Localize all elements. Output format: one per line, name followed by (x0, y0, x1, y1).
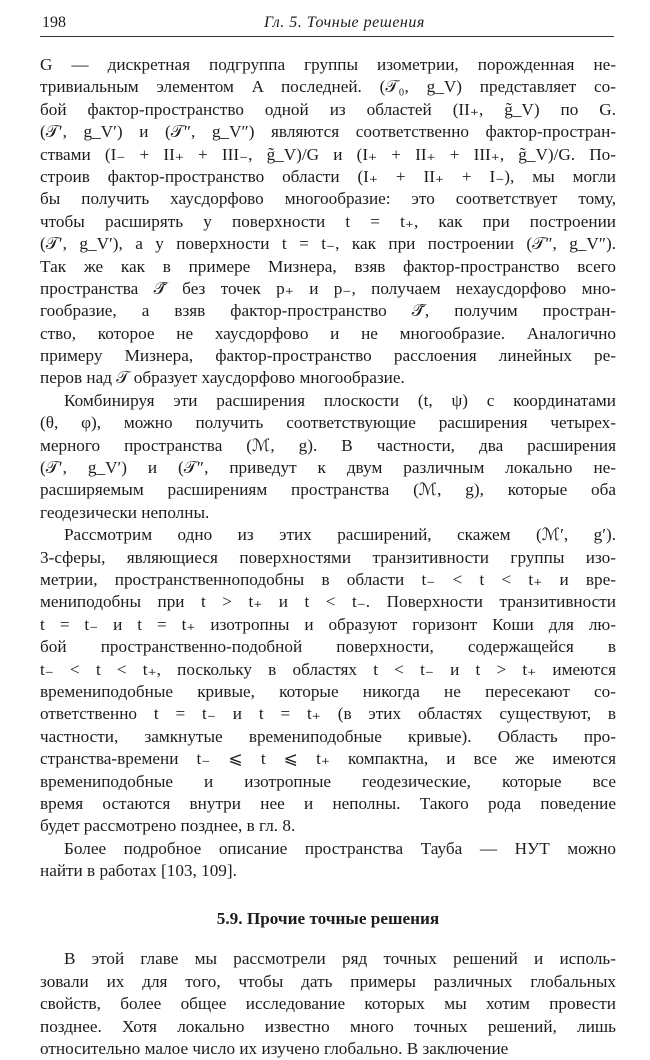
text-line: позднее. Хотя локально известно много точных решений, лишь (40, 1016, 616, 1036)
text-line: частности, замкнутые времениподобные кривые). Область про- (40, 726, 616, 746)
text-line: Рассмотрим одно из этих расширений, скажем (ℳ′, g′). (64, 525, 616, 545)
running-title: Гл. 5. Точные решения (264, 14, 425, 31)
page-number: 198 (42, 14, 66, 31)
text-line: метрии, пространственноподобны в области t₋ < t < t₊ и вре- (40, 569, 616, 589)
text-line: найти в работах [103, 109]. (40, 861, 237, 881)
paragraph (40, 524, 616, 837)
text-line: зовали их для того, чтобы дать примеры различных глобальных (40, 971, 616, 991)
section-heading: 5.9. Прочие точные решения (216, 909, 440, 929)
text-line: мениподобны при t > t₊ и t < t₋. Поверхности транзитивности (40, 592, 616, 612)
text-line: t₋ < t < t₊, поскольку в областях t < t₋ и t > t₊ имеются (40, 659, 616, 679)
text-line: (𝒯′, g_V′) и (𝒯″, g_V″) являются соответственно фактор-простран- (40, 122, 616, 142)
text-line: строив фактор-пространство области (I₊ + II₊ + I₋), мы могли (40, 166, 616, 186)
paragraph (40, 54, 616, 390)
text-line: относительно малое число их изучено глобально. В заключение (40, 1039, 509, 1059)
text-line: ствами (I₋ + II₊ + III₋, g̃_V)/G и (I₊ + II₊ + III₊, g̃_V)/G. По- (40, 144, 616, 164)
paragraph (40, 948, 616, 1060)
text-line: Комбинируя эти расширения плоскости (t, ψ) с координатами (64, 390, 616, 410)
paragraph (40, 838, 616, 883)
page-header (40, 8, 614, 37)
text-line: гообразие, а взяв фактор-пространство 𝒯̃, получим простран- (40, 301, 616, 321)
text-line: тривиальным элементом A последней. (𝒯₀, g_V) представляет со- (40, 77, 616, 97)
text-line: геодезически неполны. (40, 502, 210, 522)
paragraphs-before-section (40, 54, 616, 882)
text-line: G — дискретная подгруппа группы изометрии, порожденная не- (40, 55, 616, 74)
text-line: время остаются внутри нее и неполны. Такого рода поведение (40, 793, 616, 813)
text-line: чтобы расширять у поверхности t = t₊, как при построении (40, 211, 616, 231)
text-line: будет рассмотрено позднее, в гл. 8. (40, 816, 296, 836)
text-line: примеру Мизнера, фактор-пространство расслоения линейных ре- (40, 346, 616, 366)
text-line: бой фактор-пространство одной из областей (II₊, g̃_V) по G. (40, 99, 616, 119)
text-line: свойств, более общее исследование которых мы хотим провести (40, 994, 616, 1014)
text-line: (θ, φ), можно получить соответствующие расширения четырех- (40, 413, 616, 433)
text-line: Так же как в примере Мизнера, взяв фактор-пространство всего (40, 256, 616, 276)
text-line: ство, которое не хаусдорфово и не многообразие. Аналогично (40, 323, 616, 343)
paragraph (40, 390, 616, 524)
text-line: расширяемым расширениям пространства (ℳ, g), которые оба (40, 480, 616, 500)
text-line: ответственно t = t₋ и t = t₊ (в этих областях существуют, в (40, 704, 616, 724)
text-line: времениподобные и изотропные геодезические, которые все (40, 771, 616, 791)
text-line: времениподобные кривые, которые никогда не пересекают со- (40, 681, 616, 701)
page-body (40, 54, 616, 1060)
text-line: странства-времени t₋ ⩽ t ⩽ t₊ компактна, и все же имеются (40, 749, 616, 769)
text-line: бой пространственно-подобной поверхности, содержащейся в (40, 637, 616, 657)
text-line: (𝒯′, g_V′) и (𝒯″, приведут к двум различным локально не- (40, 458, 616, 478)
paragraphs-after-section (40, 948, 616, 1060)
text-line: t = t₋ и t = t₊ изотропны и образуют горизонт Коши для лю- (40, 614, 616, 634)
text-line: пространства 𝒯̃ без точек p₊ и p₋, получаем нехаусдорфово мно- (40, 278, 616, 298)
text-line: 3-сферы, являющиеся поверхностями транзитивности группы изо- (40, 547, 616, 567)
text-line: В этой главе мы рассмотрели ряд точных решений и исполь- (64, 949, 616, 969)
text-line: перов над 𝒯 образует хаусдорфово многообразие. (40, 368, 405, 388)
text-line: Более подробное описание пространства Тауба — НУТ можно (64, 838, 616, 858)
text-line: мерного пространства (ℳ, g). В частности, два расширения (40, 435, 616, 455)
text-line: бы получить хаусдорфово многообразие: это соответствует тому, (40, 189, 616, 209)
text-line: (𝒯′, g_V′), а у поверхности t = t₋, как при построении (𝒯″, g_V″). (40, 234, 616, 254)
